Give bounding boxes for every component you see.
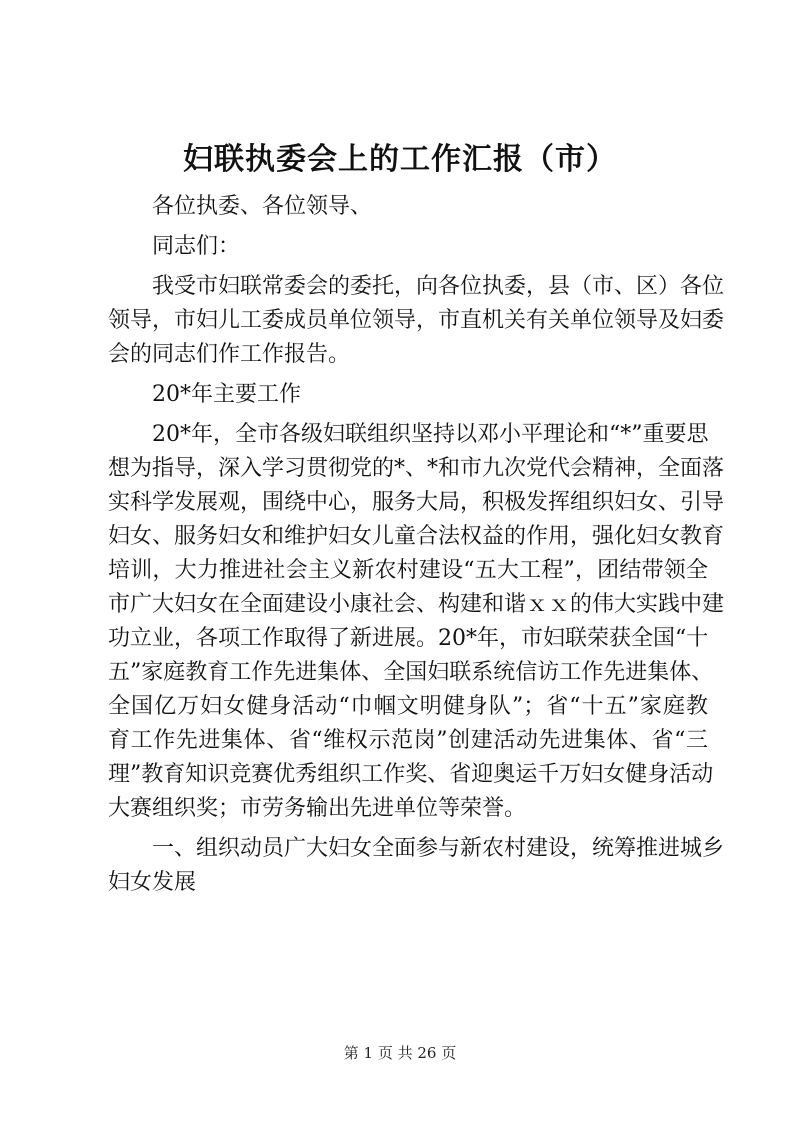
salutation-paragraph bbox=[108, 190, 708, 224]
document-body bbox=[108, 190, 725, 906]
text-line: 20*年主要工作 bbox=[152, 382, 301, 407]
text-line: 培训，大力推进社会主义新农村建设“五大工程”，团结带领全 bbox=[108, 558, 708, 583]
text-line: 大赛组织奖；市劳务输出先进单位等荣誉。 bbox=[108, 796, 527, 821]
text-line: 一、组织动员广大妇女全面参与新农村建设，统筹推进城乡 bbox=[152, 836, 725, 861]
text-line: 20*年，全市各级妇联组织坚持以邓小平理论和“*”重要思 bbox=[152, 422, 709, 447]
document-title: 妇联执委会上的工作汇报（市） bbox=[183, 142, 617, 177]
salutation-paragraph bbox=[108, 230, 708, 264]
summary-paragraph bbox=[108, 418, 725, 826]
section-heading bbox=[108, 378, 708, 412]
text-line: 五”家庭教育工作先进集体、全国妇联系统信访工作先进集体、 bbox=[108, 660, 714, 685]
text-line: 育工作先进集体、省“维权示范岗”创建活动先进集体、省“三 bbox=[108, 728, 708, 753]
intro-paragraph bbox=[108, 270, 725, 372]
text-line: 全国亿万妇女健身活动“巾帼文明健身队”；省“十五”家庭教 bbox=[108, 694, 708, 719]
text-line: 会的同志们作工作报告。 bbox=[108, 342, 351, 367]
text-line: 我受市妇联常委会的委托，向各位执委，县（市、区）各位 bbox=[152, 274, 725, 299]
text-line: 想为指导，深入学习贯彻党的*、*和市九次党代会精神，全面落 bbox=[108, 456, 725, 481]
section-heading bbox=[108, 832, 725, 900]
text-line: 市广大妇女在全面建设小康社会、构建和谐ｘｘ的伟大实践中建 bbox=[108, 592, 725, 617]
text-line: 功立业，各项工作取得了新进展。20*年，市妇联荣获全国“十 bbox=[108, 626, 709, 651]
text-line: 理”教育知识竞赛优秀组织工作奖、省迎奥运千万妇女健身活动 bbox=[108, 762, 714, 787]
text-line: 实科学发展观，围绕中心，服务大局，积极发挥组织妇女、引导 bbox=[108, 490, 725, 515]
page-number-footer: 第 1 页 共 26 页 bbox=[343, 1044, 457, 1062]
text-line: 妇女发展 bbox=[108, 870, 197, 895]
text-line: 领导，市妇儿工委成员单位领导，市直机关有关单位领导及妇委 bbox=[108, 308, 725, 333]
text-line: 同志们： bbox=[152, 234, 241, 259]
text-line: 各位执委、各位领导、 bbox=[152, 194, 373, 219]
text-line: 妇女、服务妇女和维护妇女儿童合法权益的作用，强化妇女教育 bbox=[108, 524, 725, 549]
